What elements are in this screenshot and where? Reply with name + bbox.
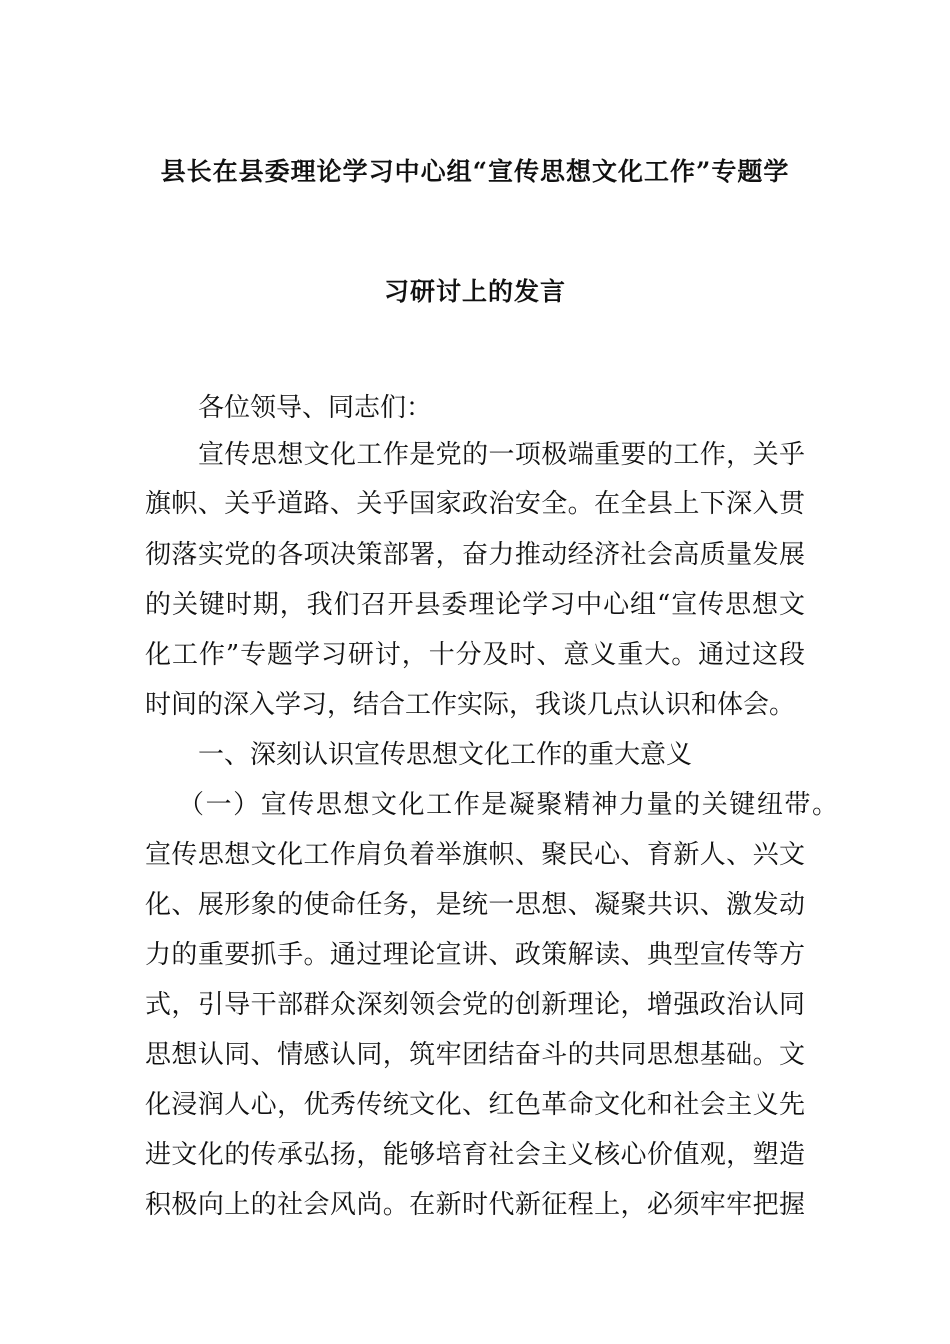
salutation: 各位领导、同志们： — [198, 393, 433, 423]
paragraph-line: 宣传思想文化工作是党的一项极端重要的工作，关乎 — [198, 440, 805, 470]
paragraph-line: 宣传思想文化工作肩负着举旗帜、聚民心、育新人、兴文 — [145, 840, 805, 870]
paragraph-line: 积极向上的社会风尚。在新时代新征程上，必须牢牢把握 — [145, 1190, 805, 1220]
paragraph-line: 进文化的传承弘扬，能够培育社会主义核心价值观，塑造 — [145, 1140, 805, 1170]
paragraph-line: 化、展形象的使命任务，是统一思想、凝聚共识、激发动 — [145, 890, 805, 920]
section-heading: 一、深刻认识宣传思想文化工作的重大意义 — [198, 740, 693, 770]
paragraph-line: （一）宣传思想文化工作是凝聚精神力量的关键纽带。 — [178, 790, 838, 820]
paragraph-line: 的关键时期，我们召开县委理论学习中心组“宣传思想文 — [145, 590, 805, 620]
document-title-line-1: 县长在县委理论学习中心组“宣传思想文化工作”专题学 — [160, 157, 790, 186]
paragraph-line: 彻落实党的各项决策部署，奋力推动经济社会高质量发展 — [145, 540, 805, 570]
paragraph-line: 化浸润人心，优秀传统文化、红色革命文化和社会主义先 — [145, 1090, 805, 1120]
paragraph-line: 力的重要抓手。通过理论宣讲、政策解读、典型宣传等方 — [145, 940, 805, 970]
paragraph-line: 时间的深入学习，结合工作实际，我谈几点认识和体会。 — [145, 690, 796, 720]
paragraph-line: 式，引导干部群众深刻领会党的创新理论，增强政治认同 — [145, 990, 805, 1020]
paragraph-line: 化工作”专题学习研讨，十分及时、意义重大。通过这段 — [145, 640, 805, 670]
paragraph-line: 思想认同、情感认同，筑牢团结奋斗的共同思想基础。文 — [145, 1040, 805, 1070]
document-title-line-2: 习研讨上的发言 — [383, 277, 566, 306]
paragraph-line: 旗帜、关乎道路、关乎国家政治安全。在全县上下深入贯 — [145, 489, 805, 519]
